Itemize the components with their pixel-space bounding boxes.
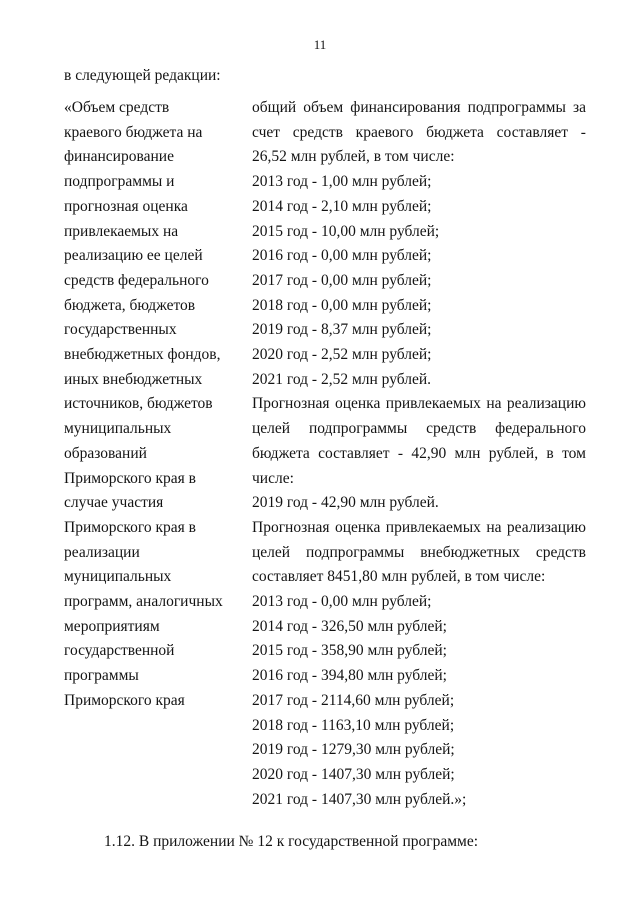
left-line: Приморского края в <box>64 469 196 487</box>
right-line: 26,52 млн рублей, в том числе: <box>252 148 455 166</box>
right-line: 2016 год - 0,00 млн рублей; <box>252 247 432 265</box>
word: реализацию <box>506 395 586 413</box>
right-line: 2021 год - 2,52 млн рублей. <box>252 370 432 388</box>
word: подпрограммы <box>306 543 405 561</box>
word: составляет <box>496 123 569 141</box>
word: Прогнозная <box>252 395 330 413</box>
right-line: 2013 год - 0,00 млн рублей; <box>252 593 432 611</box>
word: том <box>562 444 586 462</box>
word: составляет <box>318 444 390 462</box>
left-line: случае участия <box>64 494 164 512</box>
right-line: 2015 год - 358,90 млн рублей; <box>252 642 447 660</box>
left-line: мероприятиям <box>64 617 160 635</box>
left-line: реализацию ее целей <box>64 247 203 265</box>
word: оценка <box>334 395 381 413</box>
left-line: программ, аналогичных <box>64 593 223 611</box>
left-line: реализации <box>64 543 140 561</box>
right-column <box>252 96 586 812</box>
left-line: «Объем средств <box>64 99 170 116</box>
word: Прогнозная <box>252 518 330 536</box>
left-line: государственных <box>64 321 177 339</box>
right-line: 2019 год - 42,90 млн рублей. <box>252 494 439 512</box>
word: средств <box>535 543 586 561</box>
right-line: 2018 год - 0,00 млн рублей; <box>252 296 432 314</box>
right-line: 2020 год - 1407,30 млн рублей; <box>252 765 455 783</box>
right-line <box>252 442 586 467</box>
word: 42,90 <box>411 444 447 462</box>
word: реализацию <box>506 518 586 536</box>
left-line: программы <box>64 667 139 685</box>
right-line: 2021 год - 1407,30 млн рублей.»; <box>252 790 467 808</box>
right-line: составляет 8451,80 млн рублей, в том числе: <box>252 568 546 586</box>
right-line <box>252 417 586 442</box>
word: бюджета <box>426 123 484 141</box>
right-line: 2017 год - 2114,60 млн рублей; <box>252 691 455 709</box>
right-line: числе: <box>252 469 294 487</box>
page-number: 11 <box>313 37 327 52</box>
left-line: Приморского края <box>64 691 185 709</box>
word: краевого <box>355 123 414 141</box>
left-line: краевого бюджета на <box>64 123 203 141</box>
left-line: привлекаемых на <box>64 222 179 240</box>
left-column <box>64 96 252 812</box>
word: - <box>397 444 403 462</box>
left-line: источников, бюджетов <box>64 395 213 413</box>
word: средств <box>426 420 477 438</box>
left-line: внебюджетных фондов, <box>64 346 221 364</box>
right-line: 2019 год - 8,37 млн рублей; <box>252 321 432 339</box>
left-line: прогнозная оценка <box>64 197 188 215</box>
word: объем <box>303 99 344 116</box>
word: бюджета <box>252 444 310 462</box>
right-line <box>252 541 586 566</box>
right-line: 2019 год - 1279,30 млн рублей; <box>252 741 455 759</box>
word: в <box>546 444 554 462</box>
word: счет <box>252 123 281 141</box>
section-heading: 1.12. В приложении № 12 к государственной программе: <box>104 833 479 850</box>
right-line <box>252 392 586 417</box>
word: общий <box>252 99 297 116</box>
right-line: 2013 год - 1,00 млн рублей; <box>252 173 432 191</box>
right-line: 2015 год - 10,00 млн рублей; <box>252 222 440 240</box>
right-line: 2016 год - 394,80 млн рублей; <box>252 667 447 685</box>
right-line <box>252 96 586 121</box>
word: за <box>572 99 586 116</box>
word: на <box>486 518 502 536</box>
word: оценка <box>334 518 381 536</box>
right-line: 2020 год - 2,52 млн рублей; <box>252 346 432 364</box>
word: финансирования <box>350 99 461 116</box>
financing-table <box>64 96 592 812</box>
word: внебюджетных <box>420 543 520 561</box>
left-line: средств федерального <box>64 271 209 289</box>
left-line: бюджета, бюджетов <box>64 296 196 314</box>
left-line: государственной <box>64 642 175 660</box>
left-line: иных внебюджетных <box>64 370 203 388</box>
right-line <box>252 516 586 541</box>
word: целей <box>252 420 291 438</box>
word: - <box>580 123 586 141</box>
word: на <box>486 395 502 413</box>
word: подпрограммы <box>308 420 408 438</box>
word: средств <box>292 123 343 141</box>
left-line: финансирование <box>64 148 174 166</box>
word: привлекаемых <box>385 395 481 413</box>
right-line: 2014 год - 326,50 млн рублей; <box>252 617 447 635</box>
word: целей <box>252 543 291 561</box>
left-line: подпрограммы и <box>64 173 175 191</box>
word: млн <box>454 444 481 462</box>
intro-text: в следующей редакции: <box>64 67 221 84</box>
left-line: Приморского края в <box>64 518 196 536</box>
right-line <box>252 121 586 146</box>
word: привлекаемых <box>385 518 481 536</box>
word: подпрограммы <box>467 99 566 116</box>
left-line: муниципальных <box>64 420 172 438</box>
left-line: муниципальных <box>64 568 172 586</box>
word: федерального <box>495 420 586 438</box>
right-line: 2014 год - 2,10 млн рублей; <box>252 197 432 215</box>
word: рублей, <box>488 444 539 462</box>
right-line: 2017 год - 0,00 млн рублей; <box>252 271 432 289</box>
right-line: 2018 год - 1163,10 млн рублей; <box>252 716 455 734</box>
left-line: образований <box>64 444 147 462</box>
